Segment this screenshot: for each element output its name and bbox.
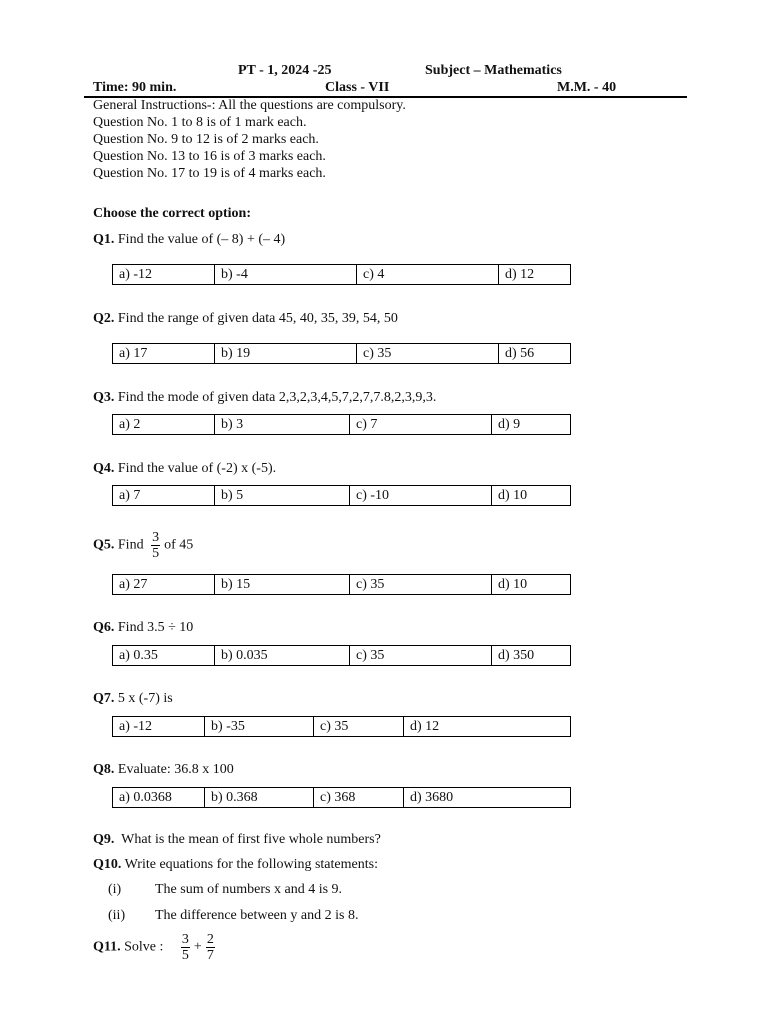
option-c[interactable]: c) 35: [350, 646, 492, 666]
option-a[interactable]: a) 2: [113, 415, 215, 435]
options-q8: [112, 787, 571, 808]
question-6: [93, 620, 193, 636]
option-d[interactable]: d) 12: [499, 265, 571, 285]
option-d[interactable]: d) 56: [499, 344, 571, 364]
fraction-denominator: 5: [181, 948, 189, 963]
instruction-line: Question No. 1 to 8 is of 1 mark each.: [93, 115, 307, 130]
question-text: Find the mode of given data 2,3,2,3,4,5,7,2,7,7.8,2,3,9,3.: [114, 390, 437, 405]
fraction-numerator: 3: [181, 932, 189, 947]
fraction-numerator: 2: [206, 932, 214, 947]
option-d[interactable]: d) 10: [492, 575, 571, 595]
question-7: [93, 691, 173, 707]
option-a[interactable]: a) 0.35: [113, 646, 215, 666]
option-d[interactable]: d) 350: [492, 646, 571, 666]
option-b[interactable]: b) 15: [215, 575, 350, 595]
question-text: What is the mean of first five whole numbers?: [114, 832, 381, 847]
subject-title: Subject – Mathematics: [425, 63, 562, 78]
options-q7: [112, 716, 571, 737]
time-label: Time: 90 min.: [93, 80, 177, 95]
question-9: [93, 832, 381, 848]
question-8: [93, 762, 234, 778]
question-number: Q3.: [93, 390, 115, 405]
question-4: [93, 461, 276, 477]
sub-question-label: (ii): [108, 908, 126, 923]
instruction-line: General Instructions-: All the questions are compulsory.: [93, 98, 406, 113]
option-c[interactable]: c) 35: [357, 344, 499, 364]
sub-question-text: The sum of numbers x and 4 is 9.: [155, 882, 343, 897]
option-c[interactable]: c) -10: [350, 486, 492, 506]
question-text-suffix: of 45: [164, 537, 194, 553]
question-3: [93, 390, 436, 406]
question-text: Find the value of (– 8) + (– 4): [114, 232, 286, 247]
question-number: Q11.: [93, 939, 121, 955]
option-d[interactable]: d) 10: [492, 486, 571, 506]
question-number: Q7.: [93, 691, 115, 706]
question-text: Find the range of given data 45, 40, 35, 39, 54, 50: [114, 311, 398, 326]
question-number: Q2.: [93, 311, 115, 326]
option-a[interactable]: a) 27: [113, 575, 215, 595]
fraction-numerator: 3: [152, 530, 160, 545]
question-11: [93, 932, 219, 963]
fraction: [206, 932, 215, 963]
fraction: [181, 932, 190, 963]
question-1: [93, 232, 285, 248]
options-q6: [112, 645, 571, 666]
sub-question-label: (i): [108, 882, 122, 897]
fraction: [151, 530, 160, 561]
question-text: Find 3.5 ÷ 10: [114, 620, 194, 635]
fraction-denominator: 7: [206, 948, 214, 963]
option-c[interactable]: c) 35: [350, 575, 492, 595]
option-b[interactable]: b) 5: [215, 486, 350, 506]
question-number: Q8.: [93, 762, 115, 777]
question-number: Q6.: [93, 620, 115, 635]
option-c[interactable]: c) 35: [314, 717, 404, 737]
option-c[interactable]: c) 368: [314, 788, 404, 808]
question-text: Write equations for the following statements:: [121, 857, 378, 872]
options-q4: [112, 485, 571, 506]
section-heading: Choose the correct option:: [93, 206, 251, 221]
option-b[interactable]: b) -4: [215, 265, 357, 285]
question-number: Q4.: [93, 461, 115, 476]
test-title: PT - 1, 2024 -25: [238, 63, 332, 78]
question-10: [93, 857, 378, 873]
fraction-denominator: 5: [152, 546, 160, 561]
option-a[interactable]: a) 0.0368: [113, 788, 205, 808]
question-text: Find: [114, 537, 144, 553]
option-a[interactable]: a) 17: [113, 344, 215, 364]
question-5: [93, 530, 193, 561]
option-d[interactable]: d) 3680: [404, 788, 571, 808]
option-a[interactable]: a) -12: [113, 717, 205, 737]
question-number: Q9.: [93, 832, 115, 847]
option-a[interactable]: a) -12: [113, 265, 215, 285]
instruction-line: Question No. 13 to 16 is of 3 marks each.: [93, 149, 326, 164]
options-q5: [112, 574, 571, 595]
question-number: Q5.: [93, 537, 115, 553]
option-d[interactable]: d) 9: [492, 415, 571, 435]
general-instructions: [93, 97, 406, 182]
instruction-line: Question No. 9 to 12 is of 2 marks each.: [93, 132, 319, 147]
class-label: Class - VII: [325, 80, 390, 95]
options-q2: [112, 343, 571, 364]
option-b[interactable]: b) 0.035: [215, 646, 350, 666]
option-b[interactable]: b) 3: [215, 415, 350, 435]
option-b[interactable]: b) 19: [215, 344, 357, 364]
question-text: Evaluate: 36.8 x 100: [114, 762, 234, 777]
operator: +: [193, 939, 202, 955]
question-text: 5 x (-7) is: [114, 691, 173, 706]
options-q1: [112, 264, 571, 285]
max-marks-label: M.M. - 40: [557, 80, 617, 95]
option-d[interactable]: d) 12: [404, 717, 571, 737]
question-number: Q10.: [93, 857, 122, 872]
question-number: Q1.: [93, 232, 115, 247]
sub-question-text: The difference between y and 2 is 8.: [155, 908, 359, 923]
question-text: Solve :: [120, 939, 164, 955]
option-c[interactable]: c) 7: [350, 415, 492, 435]
question-text: Find the value of (-2) x (-5).: [114, 461, 277, 476]
option-b[interactable]: b) 0.368: [205, 788, 314, 808]
option-b[interactable]: b) -35: [205, 717, 314, 737]
question-2: [93, 311, 398, 327]
option-c[interactable]: c) 4: [357, 265, 499, 285]
option-a[interactable]: a) 7: [113, 486, 215, 506]
options-q3: [112, 414, 571, 435]
instruction-line: Question No. 17 to 19 is of 4 marks each.: [93, 166, 326, 181]
